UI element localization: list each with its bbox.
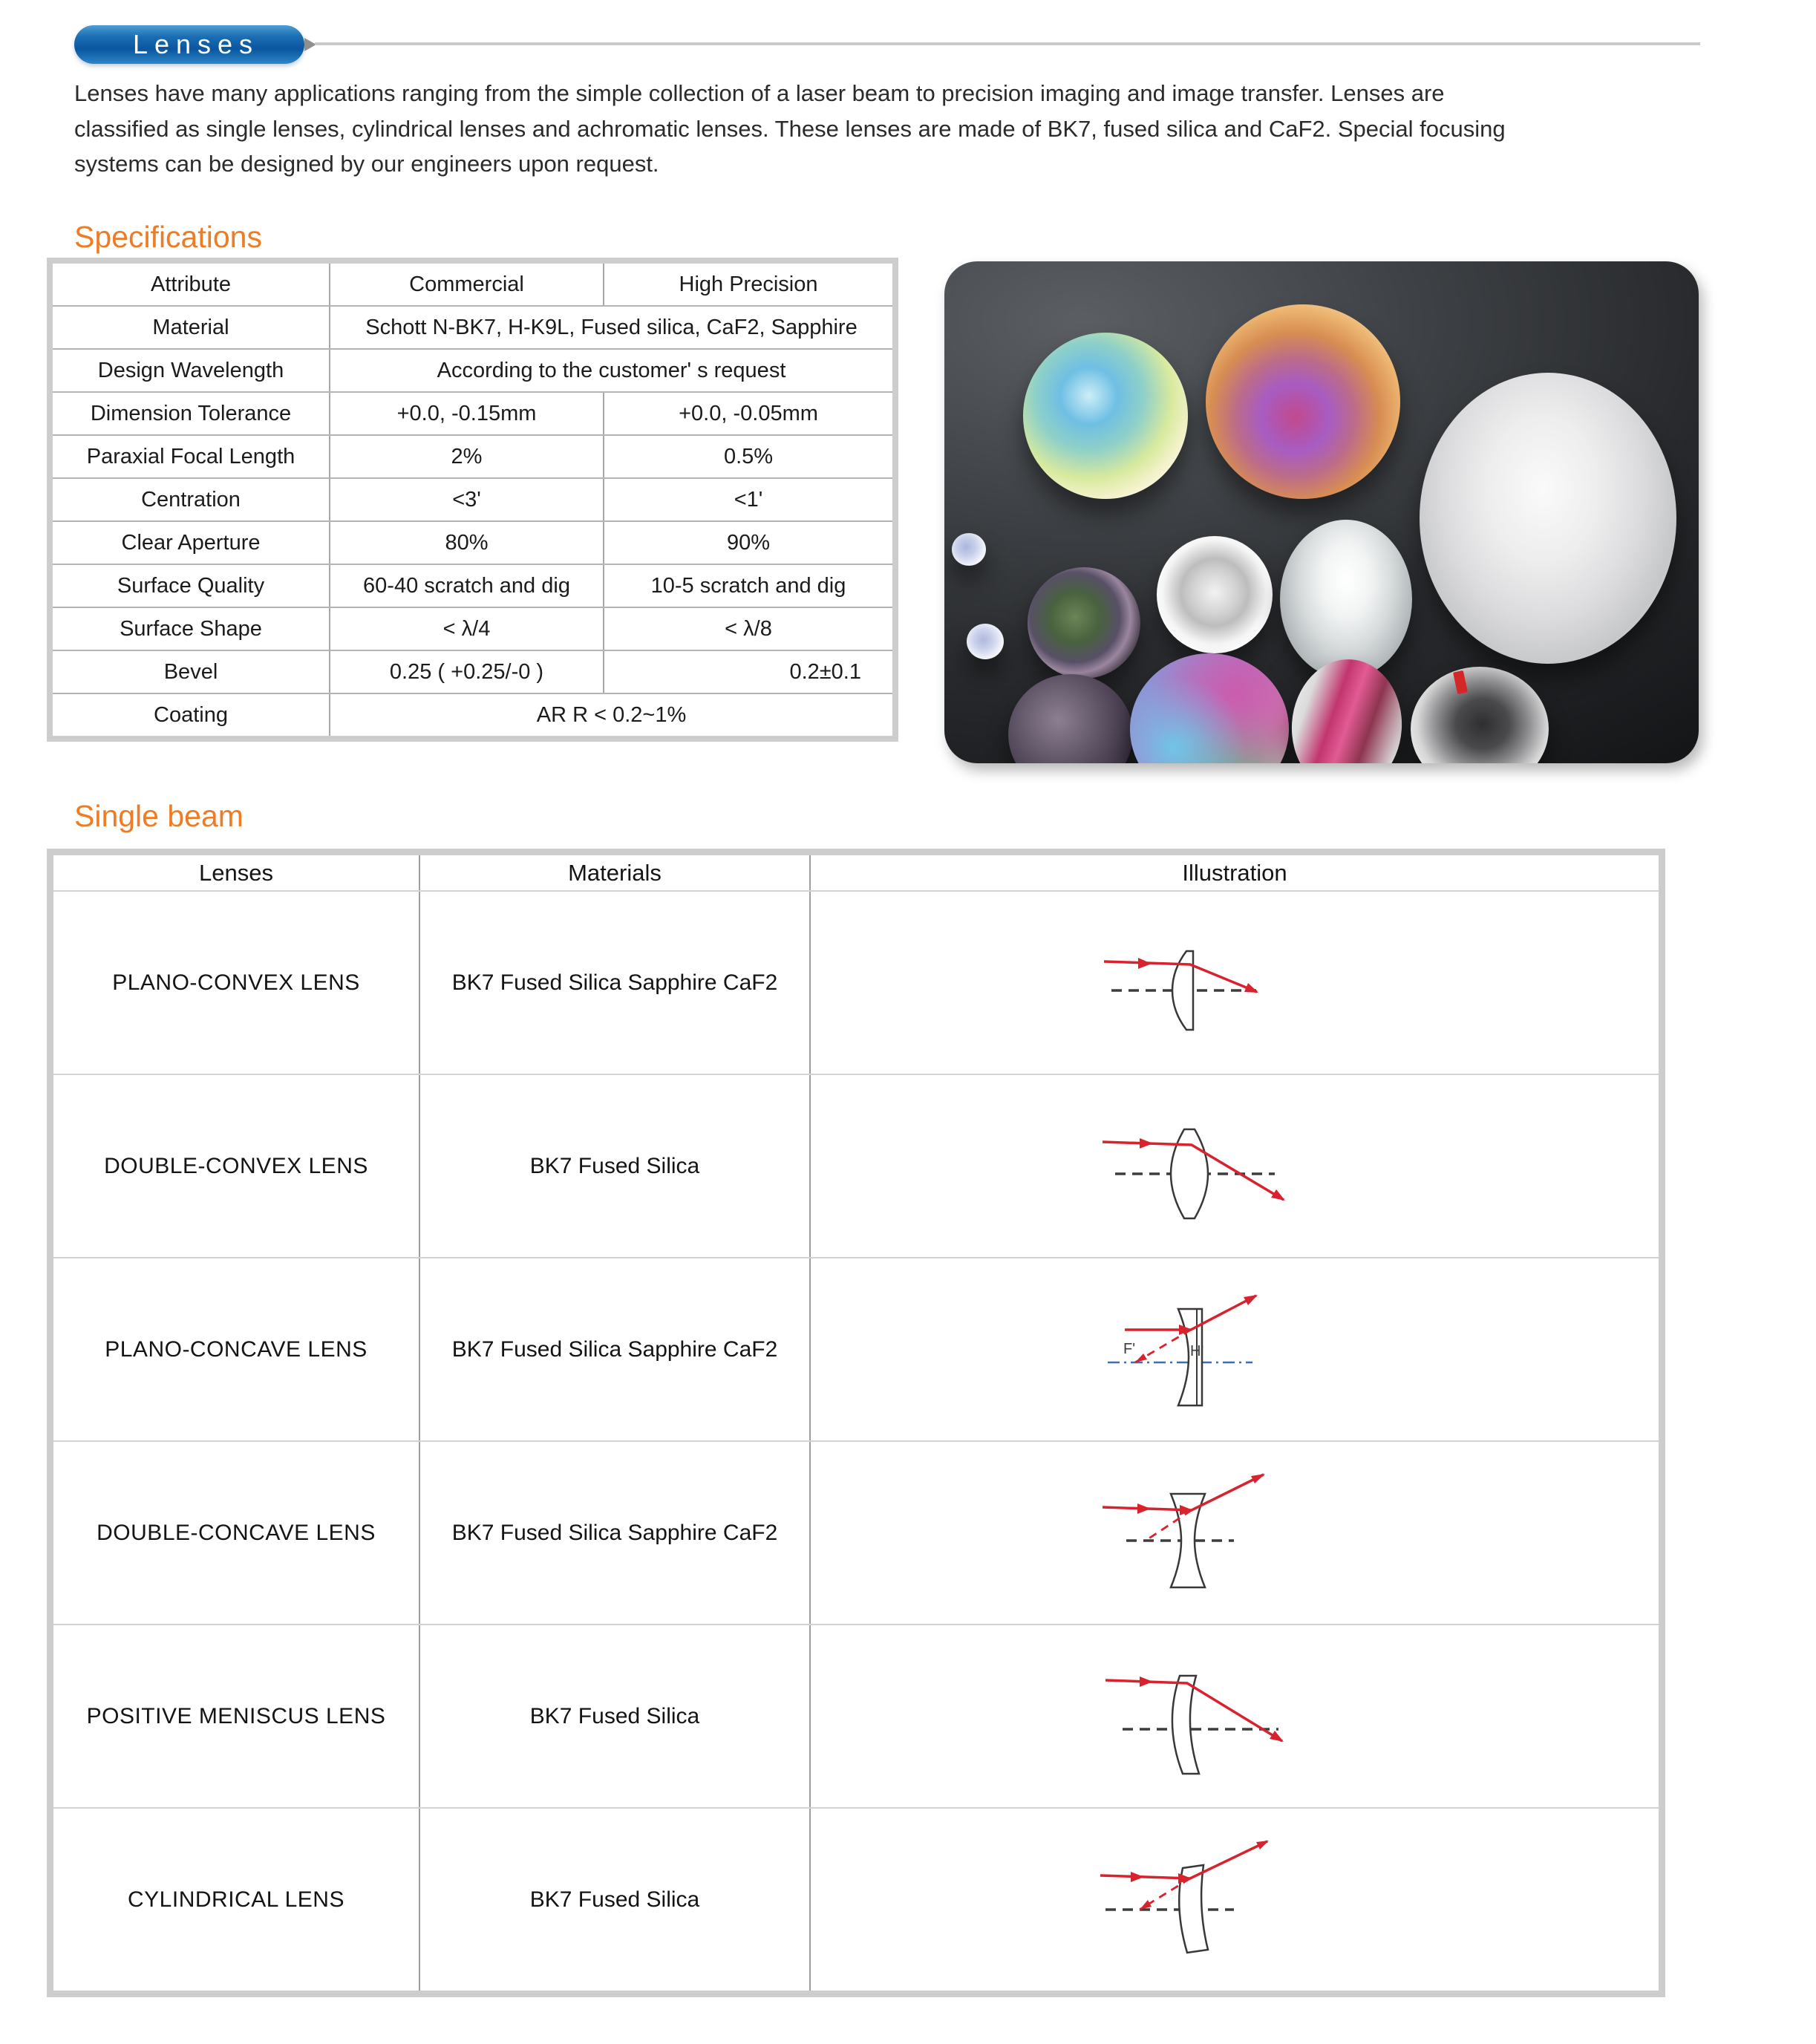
photo-lens-tiny-2: [967, 624, 1004, 659]
sb-row-plano-concave: [53, 1257, 1659, 1440]
page-badge-label: Lenses: [132, 29, 260, 59]
photo-lens-rainbow-square: [1130, 653, 1289, 763]
photo-lens-pink-wedge: [1287, 656, 1406, 763]
ray-arrow-icon: [1140, 1900, 1152, 1910]
spec-attribute: Paraxial Focal Length: [86, 444, 295, 468]
spec-attribute: Surface Quality: [117, 573, 265, 598]
lens-outline: [1171, 1129, 1208, 1218]
spec-attribute: Coating: [154, 702, 228, 727]
photo-lens-iridescent-pink: [1206, 304, 1400, 499]
spec-attribute: Bevel: [163, 659, 218, 684]
lens-materials: BK7 Fused Silica: [419, 1075, 809, 1257]
ray-arrow-icon: [1135, 1354, 1147, 1362]
heading-specifications: Specifications: [74, 220, 262, 254]
spec-value-commercial: 80%: [329, 522, 603, 564]
spec-value-high-precision: +0.0, -0.05mm: [603, 393, 892, 434]
heading-single-beam: Single beam: [74, 799, 244, 833]
photo-lens-iridescent-blue: [1023, 333, 1188, 499]
ray-arrow-icon: [1244, 983, 1258, 993]
ray-arrow-icon: [1138, 958, 1152, 969]
section-divider-line: [315, 42, 1700, 45]
ray-arrow-icon: [1256, 1841, 1269, 1849]
sb-header-row: [53, 855, 1659, 890]
spec-value-commercial: <3': [329, 479, 603, 520]
lens-photo: [944, 261, 1699, 763]
lens-materials: BK7 Fused Silica Sapphire CaF2: [419, 1442, 809, 1624]
sb-header-illustration: Illustration: [809, 855, 1659, 890]
double-concave-lens-illustration: [1097, 1463, 1327, 1604]
lens-outline: [1172, 1676, 1199, 1774]
photo-lens-clear-thick: [1411, 667, 1549, 763]
intro-paragraph: [74, 76, 1737, 182]
ray-arrow-icon: [1244, 1295, 1258, 1305]
spec-attribute: Centration: [141, 487, 241, 512]
principal-point-label: H': [1190, 1342, 1204, 1359]
spec-value-high-precision: 90%: [603, 522, 892, 564]
spec-row-clear-aperture: [53, 520, 892, 564]
sb-row-double-convex: [53, 1074, 1659, 1257]
ray-arrow-icon: [1140, 1676, 1153, 1687]
lens-name: DOUBLE-CONCAVE LENS: [97, 1520, 376, 1545]
ray-arrow-icon: [1140, 1138, 1153, 1149]
lens-name: POSITIVE MENISCUS LENS: [86, 1703, 386, 1728]
spec-row-material: [53, 305, 892, 348]
intro-line: systems can be designed by our engineers upon request.: [74, 151, 659, 177]
spec-header-row: [53, 264, 892, 305]
photo-lens-large-clear: [1420, 373, 1676, 664]
spec-row-paraxial-focal-length: [53, 434, 892, 477]
spec-header-commercial: Commercial: [329, 264, 603, 305]
lens-materials: BK7 Fused Silica: [419, 1809, 809, 1991]
lens-name: PLANO-CONVEX LENS: [112, 970, 360, 995]
lens-materials: BK7 Fused Silica Sapphire CaF2: [419, 892, 809, 1074]
spec-attribute: Material: [152, 315, 229, 339]
spec-row-surface-shape: [53, 607, 892, 650]
cylindrical-lens-illustration: [1097, 1829, 1327, 1970]
spec-value-high-precision: 10-5 scratch and dig: [603, 565, 892, 607]
spec-value-commercial: +0.0, -0.15mm: [329, 393, 603, 434]
spec-attribute: Dimension Tolerance: [90, 401, 292, 425]
spec-row-coating: [53, 693, 892, 736]
double-convex-lens-illustration: [1097, 1096, 1327, 1237]
photo-lens-tiny-1: [952, 533, 986, 566]
spec-value-high-precision: 0.5%: [603, 436, 892, 477]
spec-value-commercial: 0.25 ( +0.25/-0 ): [329, 651, 603, 693]
spec-value-high-precision: <1': [603, 479, 892, 520]
spec-row-surface-quality: [53, 564, 892, 607]
spec-value-high-precision: 0.2±0.1: [603, 651, 892, 693]
sb-row-cylindrical: [53, 1807, 1659, 1991]
positive-meniscus-lens-illustration: [1097, 1646, 1327, 1787]
photo-lens-concave-ring: [1157, 536, 1273, 653]
spec-row-centration: [53, 477, 892, 520]
spec-value-commercial: 2%: [329, 436, 603, 477]
sb-row-double-concave: [53, 1440, 1659, 1624]
lens-materials: BK7 Fused Silica Sapphire CaF2: [419, 1258, 809, 1440]
ray-arrow-icon: [1270, 1731, 1284, 1742]
ray-arrow-icon: [1271, 1189, 1285, 1201]
spec-row-design-wavelength: [53, 348, 892, 391]
ray-arrow-icon: [1251, 1474, 1265, 1483]
page-badge: [74, 25, 304, 64]
sb-row-positive-meniscus: [53, 1624, 1659, 1807]
intro-line: classified as single lenses, cylindrical lenses and achromatic lenses. These lenses are made of BK7, fused silica and CaF2. Special focusing: [74, 115, 1506, 142]
spec-row-bevel: [53, 650, 892, 693]
spec-row-dimension-tolerance: [53, 391, 892, 434]
spec-value-commercial: < λ/4: [329, 608, 603, 650]
spec-value-commercial: 60-40 scratch and dig: [329, 565, 603, 607]
focal-point-label: F': [1123, 1340, 1136, 1357]
ray-arrow-icon: [1137, 1503, 1151, 1514]
sb-header-materials: Materials: [419, 855, 809, 890]
plano-concave-lens-illustration: [1097, 1279, 1327, 1420]
photo-lens-dark-purple: [1008, 674, 1133, 763]
lens-name: PLANO-CONCAVE LENS: [105, 1336, 368, 1362]
sb-row-plano-convex: [53, 890, 1659, 1074]
intro-line: Lenses have many applications ranging from the simple collection of a laser beam to precision imaging and image transfer. Lenses are: [74, 80, 1445, 106]
spec-header-high-precision: High Precision: [603, 264, 892, 305]
spec-table: [47, 258, 898, 742]
plano-convex-lens-illustration: [1097, 912, 1327, 1054]
spec-header-attribute: Attribute: [151, 272, 231, 296]
lens-materials: BK7 Fused Silica: [419, 1625, 809, 1807]
spec-attribute: Clear Aperture: [121, 530, 261, 555]
photo-lens-dark-green: [1028, 567, 1140, 679]
sb-header-lenses: Lenses: [199, 859, 273, 886]
spec-value-high-precision: < λ/8: [603, 608, 892, 650]
single-beam-table: [47, 849, 1665, 1997]
spec-attribute: Design Wavelength: [97, 358, 284, 382]
spec-value: Schott N-BK7, H-K9L, Fused silica, CaF2, Sapphire: [329, 307, 892, 348]
spec-value: AR R < 0.2~1%: [329, 694, 892, 736]
lens-name: DOUBLE-CONVEX LENS: [104, 1153, 368, 1178]
spec-attribute: Surface Shape: [120, 616, 262, 641]
ray-arrow-icon: [1131, 1872, 1144, 1882]
lens-name: CYLINDRICAL LENS: [128, 1887, 344, 1912]
photo-lens-clear-dome: [1280, 520, 1412, 679]
spec-value: According to the customer' s request: [329, 350, 892, 391]
